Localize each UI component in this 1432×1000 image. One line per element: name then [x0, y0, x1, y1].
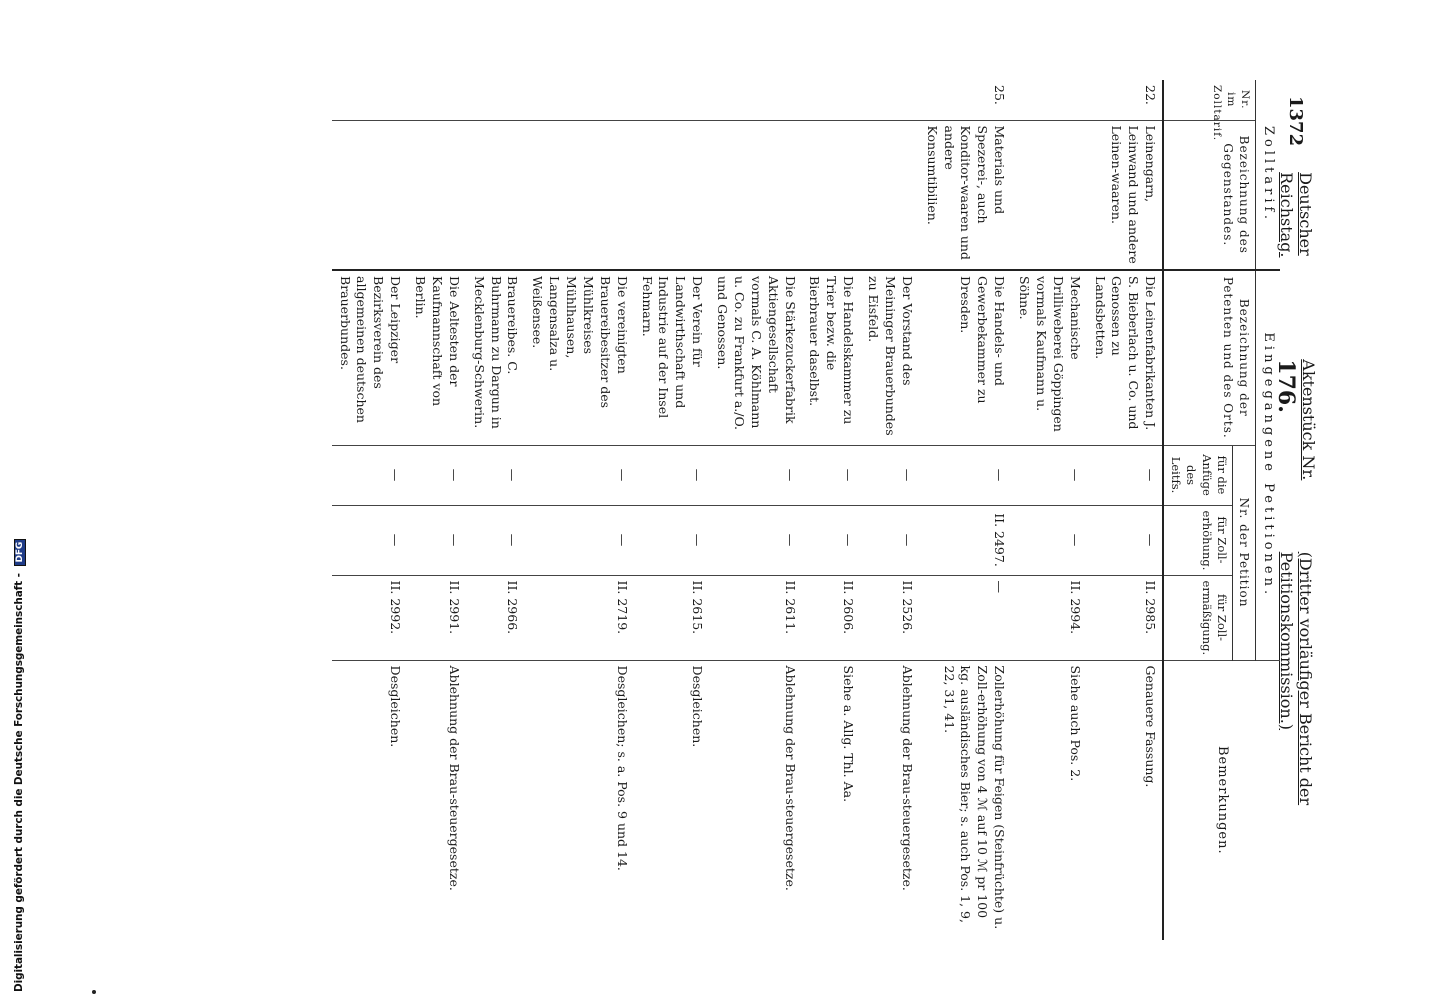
- cell-petent: Die Stärkezuckerfabrik Aktiengesellschaft vormals C. A. Köhlmann u. Co. zu Frankfurt a./O. und Genossen.: [709, 270, 801, 445]
- report-title: (Dritter vorläufiger Bericht der Petitionskommission.): [1277, 551, 1315, 806]
- cell-anfuege: —: [1011, 445, 1087, 505]
- cell-nr: [466, 80, 525, 120]
- document-label-text: Aktenstück Nr.: [1299, 359, 1319, 481]
- cell-nr: 25.: [919, 80, 1011, 120]
- cell-erhoehung: II. 2497.: [919, 505, 1011, 575]
- cell-bemerkungen: Ablehnung der Brau-steuergesetze.: [446, 665, 462, 891]
- table-row: [407, 80, 466, 940]
- cell-erhoehung: —: [1087, 505, 1164, 575]
- col-ermaessigung: für Zoll-ermäßigung.: [1163, 575, 1233, 660]
- col-erhoehung: für Zoll-erhöhung.: [1163, 505, 1233, 575]
- cell-anfuege: —: [407, 445, 466, 505]
- cell-anfuege: —: [1087, 445, 1164, 505]
- cell-erhoehung: —: [466, 505, 525, 575]
- cell-gegenstand: [407, 120, 466, 270]
- cell-petent: Die vereinigten Brauereibesitzer des Mühlkreises Mühlhausen, Langensalza u. Weißensee.: [524, 270, 633, 445]
- cell-gegenstand: [860, 120, 919, 270]
- digitization-sidebar: [0, 0, 26, 1000]
- cell-nr: [407, 80, 466, 120]
- cell-ermaessigung: II. 2966.: [466, 575, 525, 660]
- table-row: [466, 80, 525, 940]
- dfg-logo-icon: DFG: [14, 539, 26, 566]
- table-row: [1087, 80, 1164, 940]
- cell-gegenstand: Leinengarn, Leinwand und andere Leinen-waaren.: [1087, 120, 1164, 270]
- running-head: [1273, 96, 1319, 956]
- cell-ermaessigung: II. 2985.: [1087, 575, 1164, 660]
- cell-anfuege: —: [860, 445, 919, 505]
- cell-bemerkungen: Desgleichen.: [690, 665, 706, 748]
- cell-nr: [634, 80, 710, 120]
- scan-speck: [92, 990, 96, 994]
- table-row: [860, 80, 919, 940]
- cell-gegenstand: [802, 120, 861, 270]
- table-row: [802, 80, 861, 940]
- cell-bemerkungen: Zollerhöhung für Feigen (Steinfrüchte) u. Zoll-erhöhung von 4 ℳ auf 10 ℳ pr 100 kg. ausländisches Bier; s. auch Pos. 1, 9, 22, 31, 41.: [941, 665, 1008, 930]
- cell-erhoehung: —: [1011, 505, 1087, 575]
- cell-anfuege: —: [524, 445, 633, 505]
- cell-petent: Der Vorstand des Meininger Brauerbundes zu Eisfeld.: [860, 270, 919, 445]
- cell-petent: Die Handels- und Gewerbekammer zu Dresden.: [919, 270, 1011, 445]
- col-gegenstand: Bezeichnung des Gegenstandes.: [1163, 120, 1256, 270]
- cell-gegenstand: [466, 120, 525, 270]
- group-petitions: Eingegangene Petitionen.: [1256, 270, 1280, 660]
- cell-bemerkungen: Siehe a. Allg. Thl. Aa.: [841, 665, 857, 803]
- col-petent: Bezeichnung der Petenten und des Orts.: [1163, 270, 1256, 445]
- cell-ermaessigung: II. 2994.: [1011, 575, 1087, 660]
- cell-gegenstand: [1011, 120, 1087, 270]
- cell-bemerkungen: Ablehnung der Brau-steuergesetze.: [899, 665, 915, 891]
- table-row: [332, 80, 408, 940]
- cell-petent: Die Aeltesten der Kaufmannschaft von Berlin.: [407, 270, 466, 445]
- table-row: [919, 80, 1011, 940]
- cell-petent: Die Leinenfabrikanten J. S. Bieberlach u. Co. und Genossen zu Landsbetten.: [1087, 270, 1164, 445]
- cell-ermaessigung: II. 2526.: [860, 575, 919, 660]
- cell-erhoehung: —: [634, 505, 710, 575]
- cell-bemerkungen: [466, 660, 525, 940]
- cell-anfuege: —: [802, 445, 861, 505]
- cell-nr: 22.: [1087, 80, 1164, 120]
- cell-erhoehung: —: [524, 505, 633, 575]
- cell-petent: Die Handelskammer zu Trier bezw. die Bierbrauer daselbst.: [802, 270, 861, 445]
- cell-ermaessigung: II. 2719.: [524, 575, 633, 660]
- cell-petent: Der Leipziger Bezirksverein des allgemeinen deutschen Brauerbundes.: [332, 270, 408, 445]
- cell-gegenstand: Materials und Spezerei-, auch Konditor-waaren und andere Konsumtibilien.: [919, 120, 1011, 270]
- page-number: 1372: [1285, 96, 1307, 147]
- cell-nr: [332, 80, 408, 120]
- table-row: [709, 80, 801, 940]
- table-row: [1011, 80, 1087, 940]
- cell-nr: [709, 80, 801, 120]
- col-nr: Nr. im Zolltarif.: [1163, 80, 1256, 120]
- cell-anfuege: —: [332, 445, 408, 505]
- cell-petent: Der Verein für Landwirthschaft und Industrie auf der Insel Fehmarn.: [634, 270, 710, 445]
- table-body: [332, 80, 1164, 940]
- cell-ermaessigung: II. 2615.: [634, 575, 710, 660]
- petition-table: [332, 80, 1280, 940]
- document-label: [1274, 359, 1319, 525]
- group-zolltarif: Zolltarif.: [1256, 80, 1280, 270]
- document-page: [120, 80, 1320, 970]
- cell-anfuege: —: [634, 445, 710, 505]
- cell-ermaessigung: —: [919, 575, 1011, 660]
- cell-gegenstand: [332, 120, 408, 270]
- cell-ermaessigung: II. 2611.: [709, 575, 801, 660]
- cell-bemerkungen: Siehe auch Pos. 2.: [1067, 665, 1083, 782]
- cell-bemerkungen: Ablehnung der Brau-steuergesetze.: [782, 665, 798, 891]
- digitization-note: [13, 539, 26, 992]
- digitization-note-text: Digitalisierung gefördert durch die Deutsche Forschungsgemeinschaft -: [13, 573, 25, 992]
- table-group-header: [1256, 80, 1280, 940]
- cell-nr: [524, 80, 633, 120]
- group-nr-petition: Nr. der Petition: [1233, 445, 1256, 660]
- cell-erhoehung: —: [802, 505, 861, 575]
- cell-nr: [860, 80, 919, 120]
- cell-petent: Mechanische Drilliweberei Göppingen vormals Kaufmann u. Söhne.: [1011, 270, 1087, 445]
- cell-anfuege: —: [919, 445, 1011, 505]
- table-row: [524, 80, 633, 940]
- cell-ermaessigung: II. 2992.: [332, 575, 408, 660]
- cell-anfuege: —: [466, 445, 525, 505]
- cell-petent: Brauereibes. C. Buhrmann zu Dargun in Mecklenburg-Schwerin.: [466, 270, 525, 445]
- cell-bemerkungen: Desgleichen; s. a. Pos. 9 und 14.: [614, 665, 630, 871]
- cell-nr: [1011, 80, 1087, 120]
- cell-ermaessigung: II. 2606.: [802, 575, 861, 660]
- cell-gegenstand: [524, 120, 633, 270]
- cell-gegenstand: [709, 120, 801, 270]
- publication-title: Deutscher Reichstag.: [1277, 172, 1315, 258]
- rotated-sheet: [120, 80, 1320, 970]
- cell-gegenstand: [634, 120, 710, 270]
- document-number: 176.: [1273, 359, 1300, 413]
- cell-erhoehung: —: [709, 505, 801, 575]
- cell-nr: [802, 80, 861, 120]
- cell-erhoehung: —: [860, 505, 919, 575]
- col-bemerkungen: Bemerkungen.: [1163, 660, 1280, 940]
- cell-erhoehung: —: [332, 505, 408, 575]
- col-anfuege: für die Anfüge des Leitfs.: [1163, 445, 1233, 505]
- table-row: [634, 80, 710, 940]
- cell-ermaessigung: II. 2991.: [407, 575, 466, 660]
- cell-bemerkungen: Desgleichen.: [388, 665, 404, 748]
- cell-erhoehung: —: [407, 505, 466, 575]
- cell-anfuege: —: [709, 445, 801, 505]
- cell-bemerkungen: Genauere Fassung.: [1143, 665, 1159, 788]
